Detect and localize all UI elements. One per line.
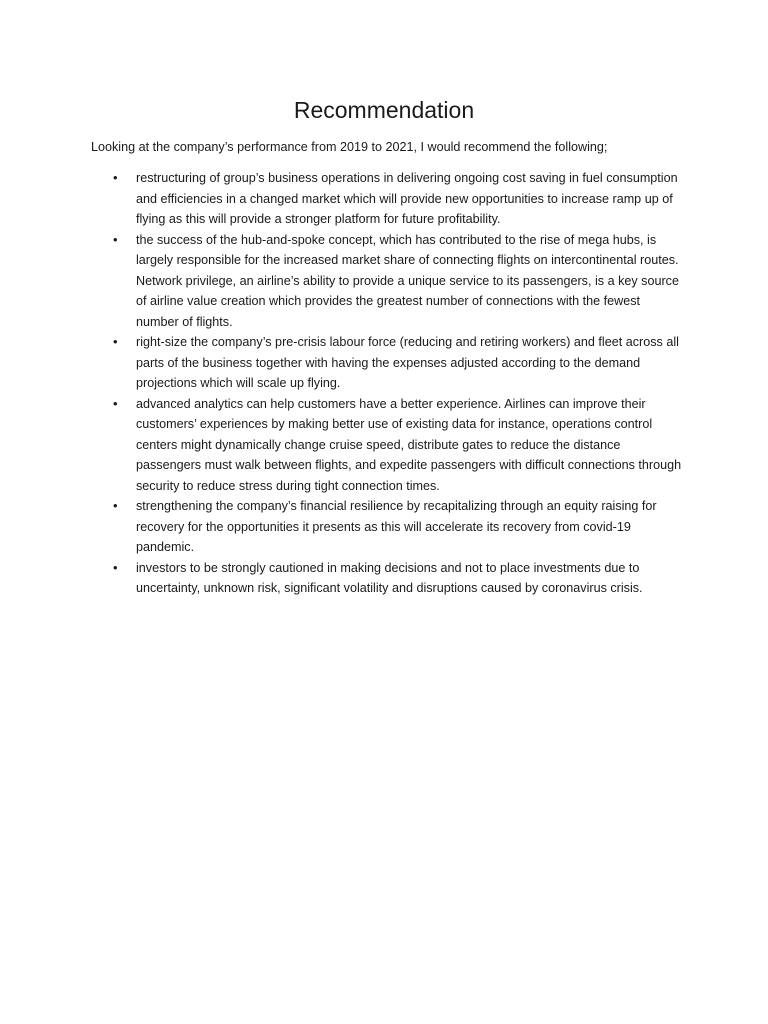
list-item-text: the success of the hub-and-spoke concept, which has contributed to the rise of mega hubs, is largely responsible for the increased market share of connecting flights on intercontinental routes. Network privilege, an airline’s ability to provide a unique service to its passengers, is a key source of airline value creation which provides the greatest number of connections with the fewest number of flights. <box>136 232 679 329</box>
bullet-icon: • <box>113 231 118 247</box>
list-item <box>0 496 684 558</box>
list-item-text: investors to be strongly cautioned in making decisions and not to place investments due to uncertainty, unknown risk, significant volatility and disruptions caused by coronavirus crisis. <box>136 560 643 595</box>
list-item <box>0 394 684 497</box>
bullet-icon: • <box>113 559 118 575</box>
list-item-text: strengthening the company’s financial resilience by recapitalizing through an equity raising for recovery for the opportunities it presents as this will accelerate its recovery from covid-19 pandemic. <box>136 499 657 554</box>
bullet-icon: • <box>113 334 118 349</box>
list-item <box>0 168 684 230</box>
list-item-text: right-size the company’s pre-crisis labour force (reducing and retiring workers) and fleet across all parts of the business together with having the expenses adjusted according to the demand projections which will scale up flying. <box>136 335 679 390</box>
list-item-text: advanced analytics can help customers have a better experience. Airlines can improve their customers’ experiences by making better use of existing data for instance, operations control centers might dynamically change cruise speed, distribute gates to reduce the distance passengers must walk between flights, and expedite passengers with difficult connections through security to reduce stress during tight connection times. <box>136 396 682 493</box>
list-item <box>0 558 684 599</box>
intro-paragraph: Looking at the company’s performance from 2019 to 2021, I would recommend the following; <box>91 140 608 154</box>
bullet-icon: • <box>113 170 118 185</box>
bullet-icon: • <box>113 395 118 411</box>
page-title: Recommendation <box>293 97 475 123</box>
list-item <box>0 230 684 333</box>
list-item-text: restructuring of group’s business operations in delivering ongoing cost saving in fuel consumption and efficiencies in a changed market which will provide new opportunities to increase ramp up of flying as this will provide a stronger platform for future profitability. <box>136 171 678 226</box>
recommendation-list <box>0 168 768 599</box>
list-item <box>0 332 684 394</box>
bullet-icon: • <box>113 498 118 513</box>
